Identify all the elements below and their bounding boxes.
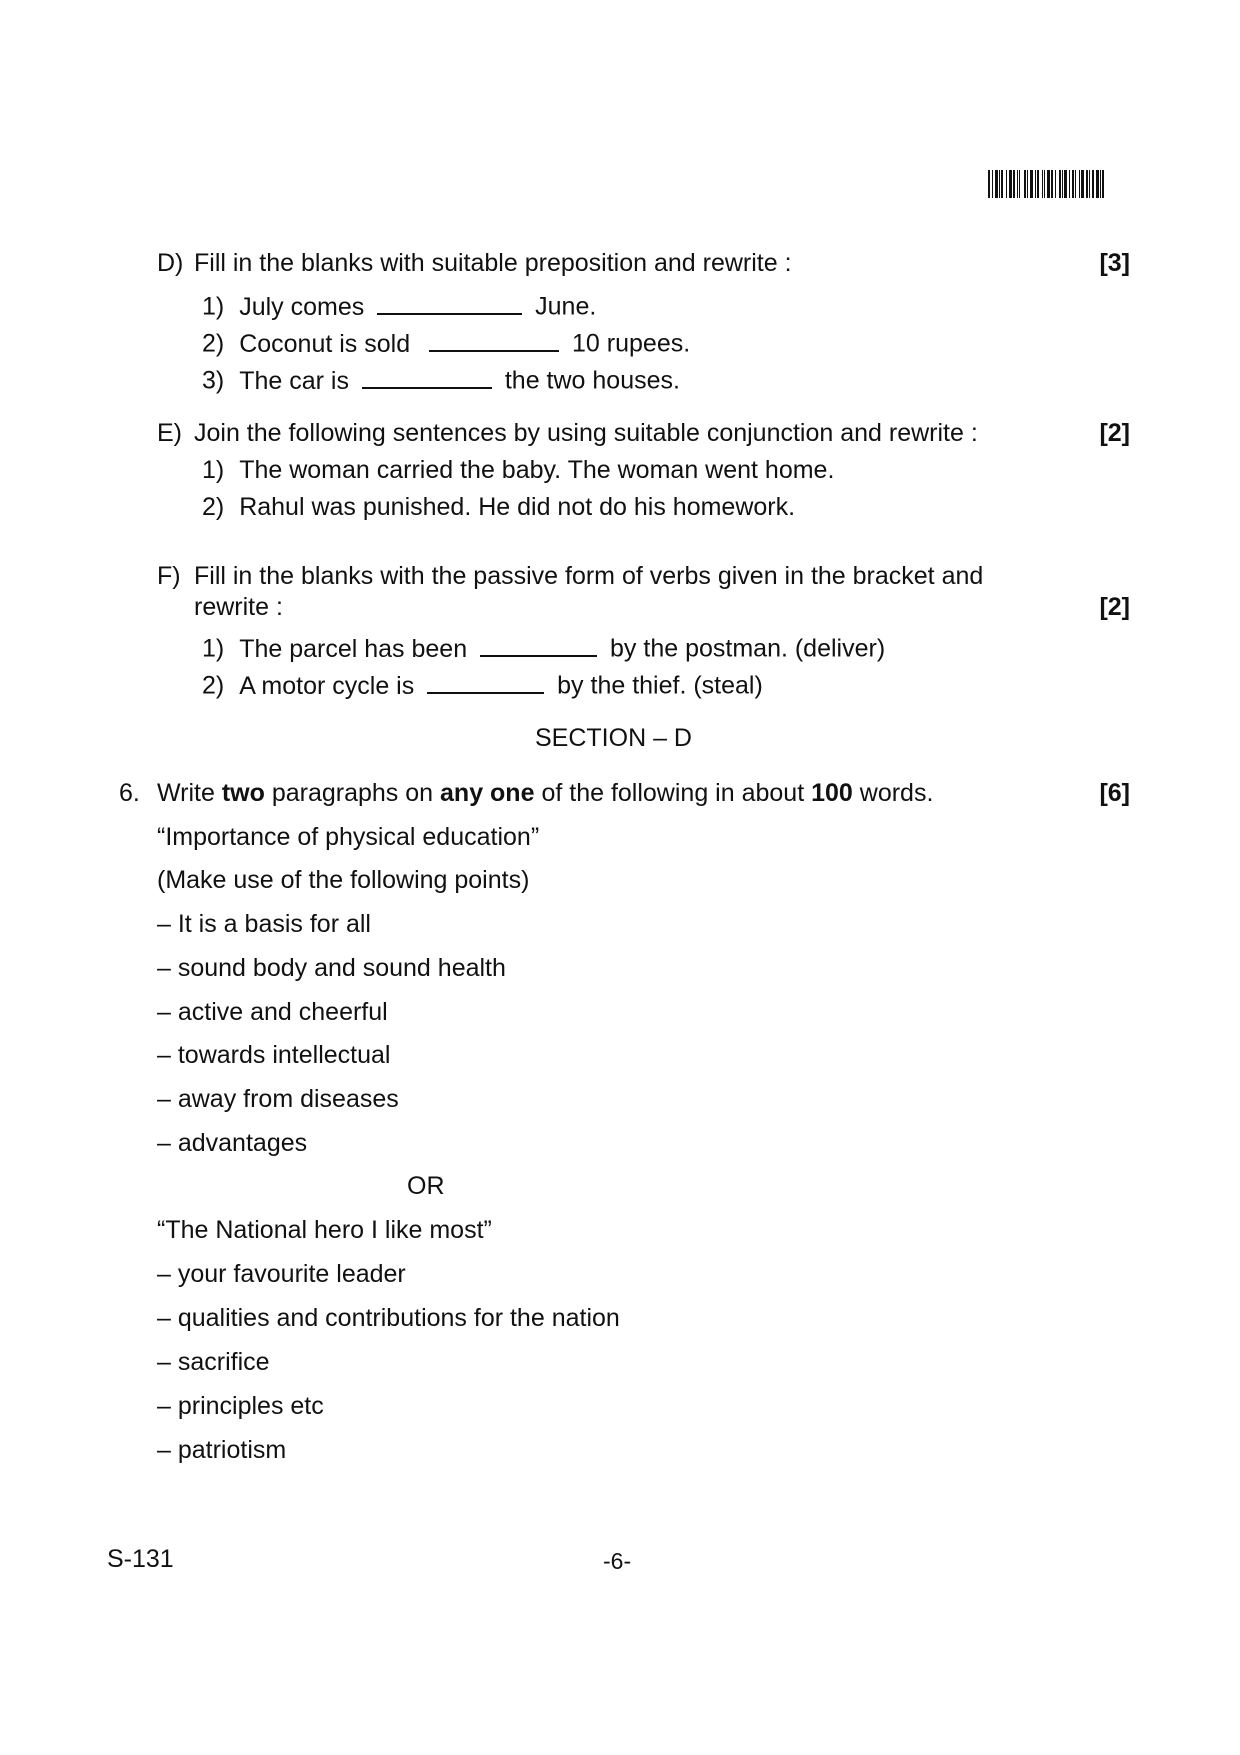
page-number: -6-: [603, 1548, 632, 1574]
item-text: Rahul was punished. He did not do his homework.: [239, 493, 796, 521]
list-item: – active and cheerful: [157, 998, 388, 1026]
list-item: [202, 458, 834, 483]
topic-1-title: “Importance of physical education”: [157, 823, 540, 851]
question-e-instruction: Join the following sentences by using suitable conjunction and rewrite :: [194, 419, 978, 447]
question-d-instruction: Fill in the blanks with suitable preposition and rewrite :: [194, 249, 792, 277]
section-heading: SECTION – D: [535, 724, 692, 752]
item-number: 1): [202, 292, 225, 321]
list-item: [202, 364, 680, 394]
list-item: – principles etc: [157, 1392, 324, 1420]
question-d-letter: D): [157, 249, 184, 277]
question-d-marks: [3]: [1099, 249, 1130, 277]
answer-blank: [362, 364, 492, 389]
item-number: 2): [202, 671, 225, 700]
emphasis-any-one: any one: [440, 779, 535, 807]
item-number: 2): [202, 493, 225, 521]
list-item: – It is a basis for all: [157, 910, 371, 938]
list-item: [202, 327, 690, 357]
item-number: 2): [202, 329, 225, 358]
item-text: July comes: [239, 292, 365, 321]
question-f-marks: [2]: [1099, 593, 1130, 621]
item-text: by the thief. (steal): [557, 671, 763, 700]
question-f-instruction-line2: rewrite :: [194, 593, 283, 621]
question-6-marks: [6]: [1099, 779, 1130, 807]
list-item: – away from diseases: [157, 1085, 399, 1113]
question-f-letter: F): [157, 562, 181, 590]
question-6-prompt: Write two paragraphs on any one of the following in about 100 words.: [157, 779, 934, 807]
item-text: the two houses.: [504, 366, 680, 395]
answer-blank: [429, 327, 559, 352]
item-number: 3): [202, 366, 225, 395]
question-e-letter: E): [157, 419, 182, 447]
item-text: by the postman. (deliver): [610, 634, 886, 663]
list-item: [202, 632, 885, 662]
item-text: The woman carried the baby. The woman went home.: [239, 456, 835, 484]
question-f-instruction-line1: Fill in the blanks with the passive form of verbs given in the bracket and: [194, 562, 984, 590]
item-number: 1): [202, 456, 225, 484]
emphasis-word-count: 100: [811, 779, 853, 807]
list-item: [202, 669, 763, 699]
answer-blank: [427, 669, 544, 694]
item-text: June.: [535, 292, 597, 321]
list-item: – sacrifice: [157, 1348, 270, 1376]
item-text: 10 rupees.: [572, 329, 691, 358]
item-number: 1): [202, 634, 225, 663]
emphasis-two: two: [221, 779, 265, 807]
list-item: – towards intellectual: [157, 1041, 391, 1069]
barcode: [988, 170, 1131, 198]
question-e-marks: [2]: [1099, 419, 1130, 447]
answer-blank: [377, 290, 522, 315]
item-text: The parcel has been: [239, 634, 468, 663]
list-item: [202, 290, 596, 320]
item-text: A motor cycle is: [239, 671, 415, 700]
list-item: – your favourite leader: [157, 1260, 406, 1288]
item-text: Coconut is sold: [239, 329, 411, 358]
question-6-number: 6.: [119, 779, 140, 807]
paper-code: S-131: [107, 1545, 174, 1573]
topic-1-note: (Make use of the following points): [157, 866, 530, 894]
list-item: – patriotism: [157, 1436, 287, 1464]
list-item: [202, 495, 795, 520]
topic-2-title: “The National hero I like most”: [157, 1216, 492, 1244]
answer-blank: [480, 632, 597, 657]
list-item: – advantages: [157, 1129, 308, 1157]
list-item: – qualities and contributions for the nation: [157, 1304, 620, 1332]
or-separator: OR: [407, 1172, 445, 1200]
list-item: – sound body and sound health: [157, 954, 506, 982]
item-text: The car is: [239, 366, 349, 395]
